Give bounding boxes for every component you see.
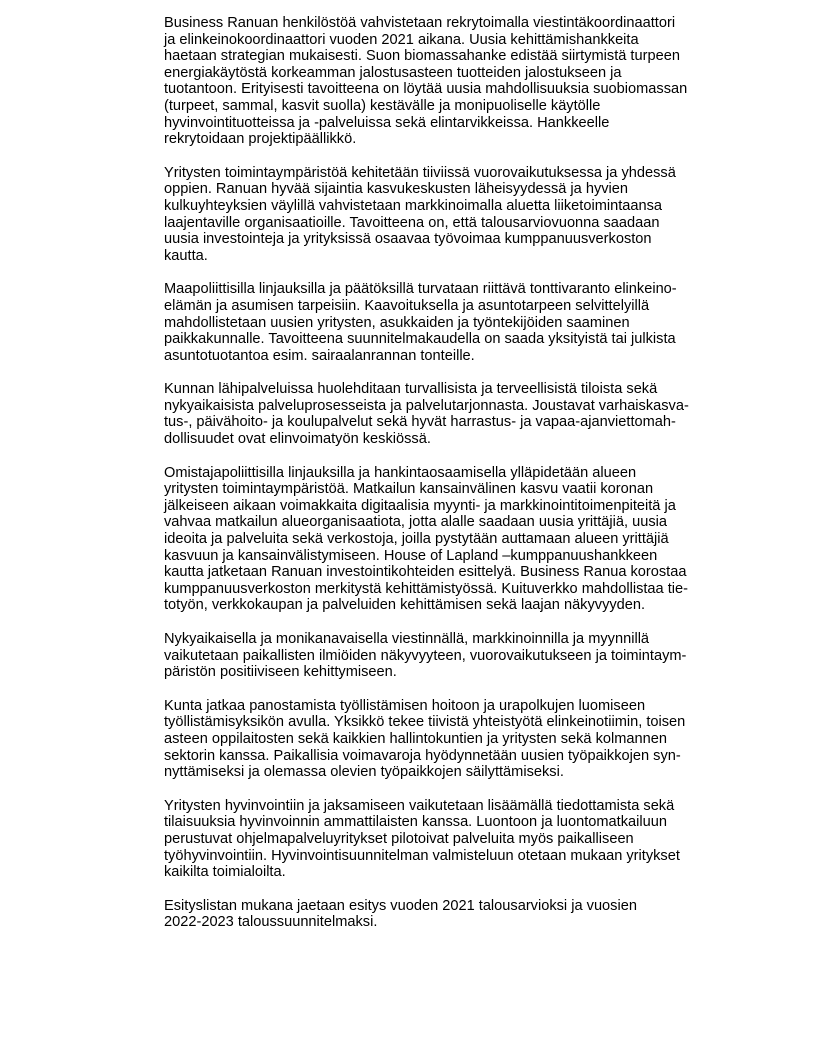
text-line: haetaan strategian mukaisesti. Suon biomassahanke edistää siirtymistä turpeen — [164, 48, 680, 65]
text-line: kautta jatketaan Ranuan investointikohteiden esittelyä. Business Ranua korostaa — [164, 564, 687, 581]
text-line: Kunta jatkaa panostamista työllistämisen hoitoon ja urapolkujen luomiseen — [164, 697, 646, 714]
body-paragraph — [164, 381, 744, 447]
text-line: tuotantoon. Erityisesti tavoitteena on löytää uusia mahdollisuuksia suobiomassan — [164, 81, 688, 98]
text-line: kasvuun ja kansainvälistymiseen. House of Lapland –kumppanuushankkeen — [164, 547, 658, 564]
text-line: sektorin kanssa. Paikallisia voimavaroja hyödynnetään uusien työpaikkojen syn- — [164, 747, 681, 764]
body-paragraph — [164, 465, 744, 614]
text-line: asteen oppilaitosten sekä kaikkien hallintokuntien ja yritysten sekä kolmannen — [164, 730, 667, 747]
text-line: vaikutetaan paikallisten ilmiöiden näkyvyyteen, vuorovaikutukseen ja toimintaym- — [164, 647, 687, 664]
body-paragraph — [164, 281, 744, 364]
text-line: Maapoliittisilla linjauksilla ja päätöksillä turvataan riittävä tonttivaranto elinkeino- — [164, 281, 677, 298]
text-line: nykyaikaisista palveluprosesseista ja palvelutarjonnasta. Joustavat varhaiskasva- — [164, 397, 689, 414]
text-line: perustuvat ohjelmapalveluyritykset pilotoivat palveluita myös paikalliseen — [164, 830, 634, 847]
text-line: päristön positiiviseen kehittymiseen. — [164, 664, 397, 681]
document-page — [164, 15, 744, 948]
text-line: tus-, päivähoito- ja koulupalvelut sekä hyvät harrastus- ja vapaa-ajanviettomah- — [164, 414, 676, 431]
text-line: Yritysten hyvinvointiin ja jaksamiseen vaikutetaan lisäämällä tiedottamista sekä — [164, 797, 675, 814]
text-line: ja elinkeinokoordinaattori vuoden 2021 aikana. Uusia kehittämishankkeita — [164, 31, 639, 48]
text-line: yritysten toimintaympäristöä. Matkailun kansainvälinen kasvu vaatii koronan — [164, 481, 654, 498]
text-line: rekrytoidaan projektipäällikkö. — [164, 131, 357, 148]
text-line: jälkeiseen aikaan voimakkaita digitaalisia myynti- ja markkinointitoimenpiteitä ja — [164, 497, 676, 514]
text-line: tilaisuuksia hyvinvoinnin ammattilaisten kanssa. Luontoon ja luontomatkailuun — [164, 814, 667, 831]
text-line: vahvaa matkailun alueorganisaatiota, jotta alalle saadaan uusia yrittäjiä, uusia — [164, 514, 667, 531]
text-line: dollisuudet ovat elinvoimatyön keskiössä. — [164, 431, 431, 448]
text-line: asuntotuotantoa esim. sairaalanrannan tonteille. — [164, 347, 475, 364]
text-line: elämän ja asumisen tarpeisiin. Kaavoituksella ja asuntotarpeen selvittelyillä — [164, 297, 650, 314]
text-line: Esityslistan mukana jaetaan esitys vuoden 2021 talousarvioksi ja vuosien — [164, 897, 637, 914]
text-line: Omistajapoliittisilla linjauksilla ja hankintaosaamisella ylläpidetään alueen — [164, 464, 637, 481]
text-line: kulkuyhteyksien väylillä vahvistetaan markkinoimalla aluetta liiketoimintaansa — [164, 197, 663, 214]
body-paragraph — [164, 698, 744, 781]
text-line: nyttämiseksi ja olemassa olevien työpaikkojen säilyttämiseksi. — [164, 764, 564, 781]
text-line: totyön, verkkokaupan ja palveluiden kehittämisen sekä laajan näkyvyyden. — [164, 597, 646, 614]
text-line: kumppanuusverkoston merkitystä kehittämistyössä. Kuituverkko mahdollistaa tie- — [164, 580, 688, 597]
text-line: Kunnan lähipalveluissa huolehditaan turvallisista ja terveellisistä tiloista sekä — [164, 381, 658, 398]
text-line: työllistämisyksikön avulla. Yksikkö tekee tiivistä yhteistyötä elinkeinotiimin, toisen — [164, 714, 686, 731]
text-line: työhyvinvointiin. Hyvinvointisuunnitelman valmisteluun otetaan mukaan yritykset — [164, 847, 680, 864]
text-line: 2022-2023 taloussuunnitelmaksi. — [164, 914, 378, 931]
text-line: (turpeet, sammal, kasvit suolla) kestävälle ja monipuoliselle käytölle — [164, 97, 601, 114]
body-paragraph — [164, 798, 744, 881]
body-paragraph — [164, 631, 744, 681]
text-line: mahdollistetaan uusien yritysten, asukkaiden ja työntekijöiden saaminen — [164, 314, 630, 331]
text-line: hyvinvointituotteissa ja -palveluissa sekä elintarvikkeissa. Hankkeelle — [164, 114, 610, 131]
text-line: paikkakunnalle. Tavoitteena suunnitelmakaudella on saada yksityistä tai julkista — [164, 331, 676, 348]
text-line: uusia investointeja ja yrityksissä osaavaa työvoimaa kumppanuusverkoston — [164, 231, 652, 248]
body-paragraph — [164, 898, 744, 931]
text-line: Nykyaikaisella ja monikanavaisella viestinnällä, markkinoinnilla ja myynnillä — [164, 631, 650, 647]
body-paragraph — [164, 15, 744, 148]
text-line: kaikilta toimialoilta. — [164, 864, 286, 881]
text-line: ideoita ja palveluita sekä verkostoja, joilla pystytään auttamaan alueen yrittäjiä — [164, 531, 669, 548]
text-line: Yritysten toimintaympäristöä kehitetään tiiviissä vuorovaikutuksessa ja yhdessä — [164, 164, 676, 181]
body-paragraph — [164, 165, 744, 265]
text-line: energiakäytöstä korkeamman jalostusasteen tuotteiden jalostukseen ja — [164, 64, 622, 81]
text-line: laajentaville organisaatioille. Tavoitteena on, että talousarviovuonna saadaan — [164, 214, 660, 231]
text-line: kautta. — [164, 247, 208, 264]
text-line: Business Ranuan henkilöstöä vahvistetaan rekrytoimalla viestintäkoordinaattori — [164, 15, 676, 31]
text-line: oppien. Ranuan hyvää sijaintia kasvukeskusten läheisyydessä ja hyvien — [164, 181, 629, 198]
